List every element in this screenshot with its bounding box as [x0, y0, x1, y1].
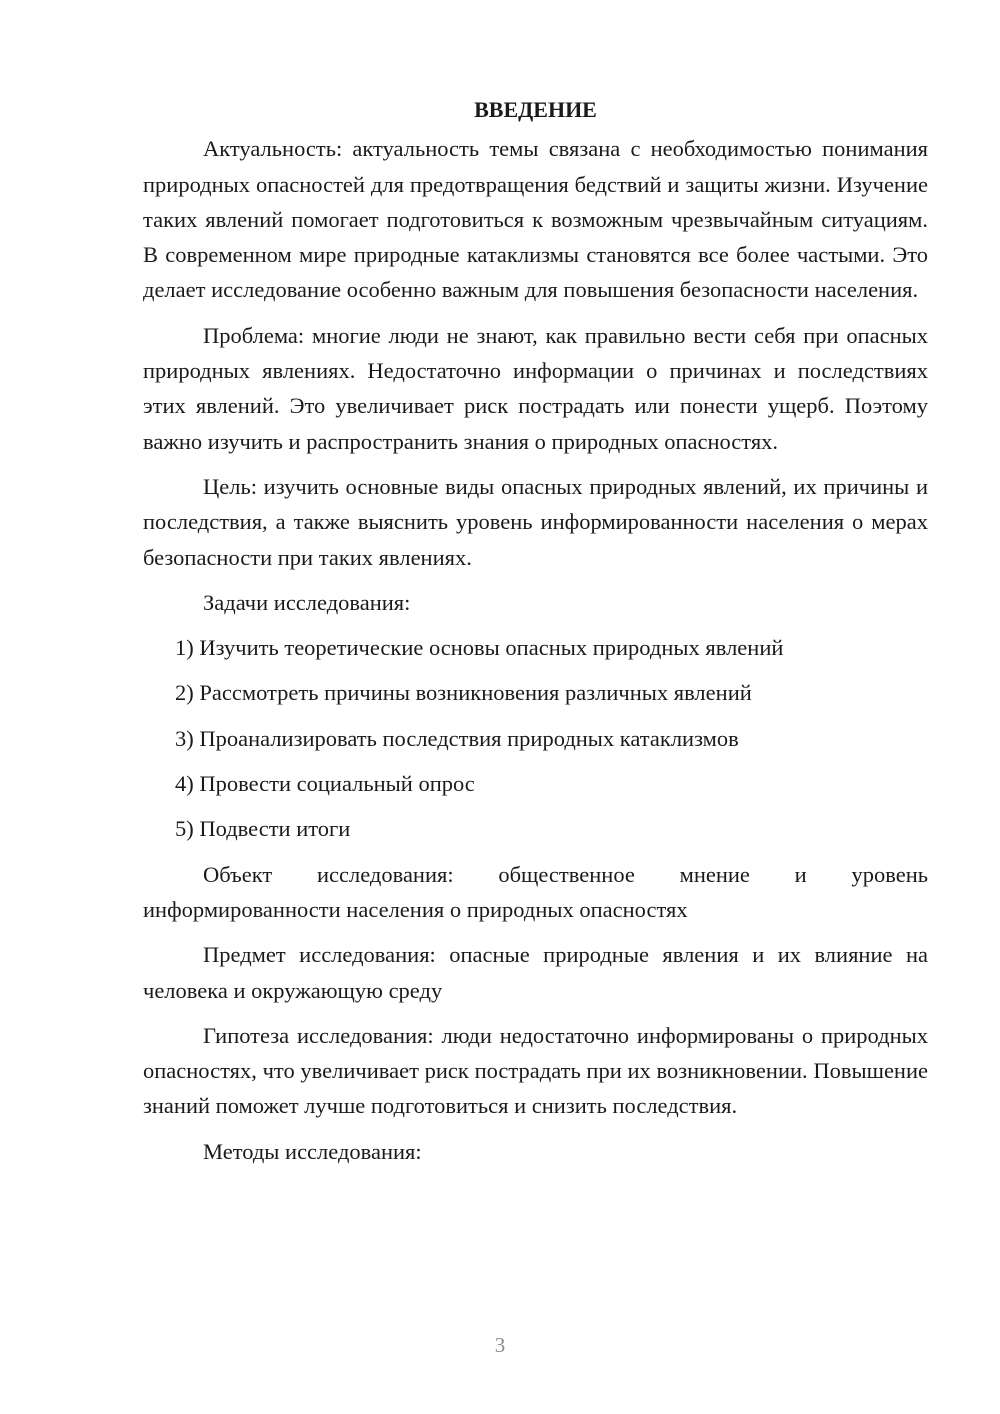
goal-paragraph: Цель: изучить основные виды опасных природных явлений, их причины и последствия, а также выяснить уровень информированности населения о мерах безопасности при таких явлениях. — [143, 473, 928, 570]
task-item: 1) Изучить теоретические основы опасных природных явлений — [175, 635, 784, 661]
hypothesis-paragraph: Гипотеза исследования: люди недостаточно информированы о природных опасностях, что увеличивает риск пострадать при их возникновении. Повышение знаний поможет лучше подготовиться и снизить последствия. — [143, 1022, 928, 1119]
task-item: 5) Подвести итоги — [175, 816, 351, 842]
relevance-paragraph: Актуальность: актуальность темы связана с необходимостью понимания природных опасностей для предотвращения бедствий и защиты жизни. Изучение таких явлений помогает подготовиться к возможным чрезвычайным ситуациям. В современном мире природные катаклизмы становятся все более частыми. Это делает исследование особенно важным для повышения безопасности населения. — [143, 136, 928, 303]
tasks-heading: Задачи исследования: — [203, 589, 411, 615]
task-item: 2) Рассмотреть причины возникновения различных явлений — [175, 680, 752, 706]
task-item: 4) Провести социальный опрос — [175, 771, 475, 797]
page-number: 3 — [494, 1333, 506, 1357]
methods-heading: Методы исследования: — [203, 1138, 422, 1164]
subject-paragraph: Предмет исследования: опасные природные явления и их влияние на человека и окружающую среду — [143, 942, 928, 1003]
problem-paragraph: Проблема: многие люди не знают, как правильно вести себя при опасных природных явлениях. Недостаточно информации о причинах и последствиях этих явлений. Это увеличивает риск пострадать или понести ущерб. Поэтому важно изучить и распространить знания о природных опасностях. — [143, 322, 928, 454]
document-page — [143, 92, 928, 1169]
task-item: 3) Проанализировать последствия природных катаклизмов — [175, 725, 739, 751]
object-paragraph: Объект исследования: общественное мнение и уровень информированности населения о природных опасностях — [143, 861, 928, 922]
page-title: ВВЕДЕНИЕ — [474, 97, 597, 122]
